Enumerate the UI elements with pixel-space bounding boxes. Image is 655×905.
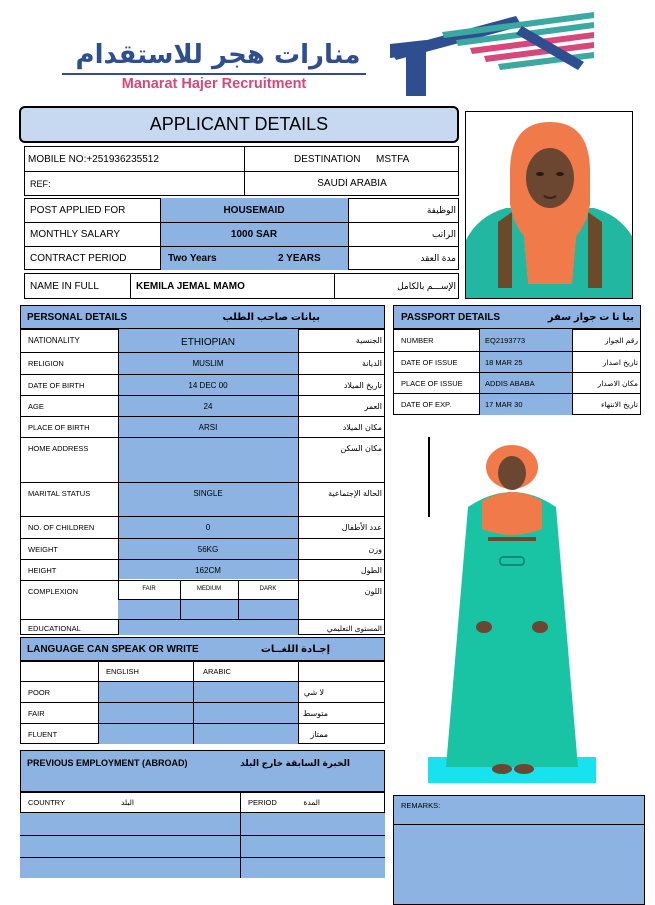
passport-value-expiry: 17 MAR 30 (485, 400, 523, 409)
personal-value-age: 24 (203, 401, 213, 411)
passport-value-issue-date: 18 MAR 25 (485, 357, 523, 367)
post-value: HOUSEMAID (223, 205, 285, 216)
logo-divider (62, 73, 366, 75)
personal-ar-religion: الديانة (361, 359, 382, 368)
employment-period-arabic-label: المدة (303, 798, 320, 807)
employment-country-arabic-label: البلد (120, 798, 134, 807)
personal-value-place-of-birth: ARSI (198, 422, 218, 432)
passport-label-number: NUMBER (401, 336, 434, 345)
destination-label: DESTINATION (294, 153, 361, 165)
passport-ar-expiry: تاريخ الانتهاء (601, 400, 638, 409)
complexion-label: COMPLEXION (28, 586, 79, 596)
post-arabic-label: الوظيفة (426, 205, 456, 215)
personal-value-weight: 56KG (197, 544, 219, 554)
personal-ar-weight: وزن (368, 544, 382, 554)
employment-title: PREVIOUS EMPLOYMENT (ABROAD) (27, 758, 188, 768)
personal-label-height: HEIGHT (28, 565, 57, 575)
house-logo-icon (386, 10, 600, 96)
personal-label-dob: DATE OF BIRTH (28, 380, 85, 390)
mobile-number: MOBILE NO:+251936235512 (28, 153, 159, 165)
personal-value-nationality: ETHIOPIAN (181, 336, 235, 348)
personal-ar-children: عدد الأطفال (341, 523, 382, 532)
passport-ar-issue-date: تاريخ اصدار (602, 357, 638, 367)
salary-value: 1000 SAR (230, 229, 278, 240)
employment-arabic-title: الخبرة السابقة خارج البلد (240, 757, 350, 768)
page-title: APPLICANT DETAILS (19, 106, 459, 143)
language-col-english: ENGLISH (106, 667, 139, 676)
passport-label-issue-date: DATE OF ISSUE (401, 357, 458, 367)
complexion-medium: MEDIUM (196, 586, 222, 592)
passport-value-number: EQ2193773 (485, 336, 526, 345)
language-ar-fair: متوسط (302, 708, 328, 718)
personal-label-age: AGE (28, 401, 44, 411)
salary-arabic-label: الراتب (431, 229, 456, 239)
personal-details-title: PERSONAL DETAILS (27, 311, 128, 323)
language-label-fluent: FLUENT (28, 729, 58, 739)
destination-code: MSTFA (376, 153, 410, 165)
passport-ar-number: رقم الجواز (604, 336, 638, 345)
personal-ar-height: الطول (360, 565, 382, 575)
personal-value-marital-status: SINGLE (193, 488, 223, 498)
personal-label-marital-status: MARITAL STATUS (28, 488, 91, 498)
language-label-poor: POOR (28, 687, 51, 697)
personal-label-home-address: HOME ADDRESS (28, 443, 89, 453)
personal-label-children: NO. OF CHILDREN (28, 523, 95, 532)
personal-ar-age: العمر (364, 401, 382, 411)
applicant-full-body-photo (428, 437, 596, 783)
passport-label-issue-place: PLACE OF ISSUE (401, 378, 463, 388)
company-arabic-name: منارات هجر للاستقدام (75, 40, 361, 70)
personal-value-children: 0 (205, 523, 211, 532)
educational-arabic-label: المستوى التعليمي (326, 623, 382, 633)
passport-details-arabic-title: بيا نا ت جواز سفر (547, 311, 634, 323)
employment-period-label: PERIOD (248, 798, 277, 807)
ref-label: REF: (30, 178, 51, 189)
applicant-headshot (465, 111, 633, 299)
personal-ar-home-address: مكان السكن (340, 443, 382, 453)
applicant-name: KEMILA JEMAL MAMO (136, 280, 245, 292)
personal-ar-place-of-birth: مكان الميلاد (342, 422, 382, 432)
personal-value-home-address (119, 438, 297, 482)
contract-arabic-label: مدة العقد (420, 253, 456, 263)
educational-label: EDUCATIONAL (28, 623, 81, 633)
passport-label-expiry: DATE OF EXP. (401, 400, 452, 409)
personal-ar-dob: تاريخ الميلاد (343, 380, 382, 390)
salary-label: MONTHLY SALARY (30, 229, 121, 240)
passport-value-issue-place: ADDIS ABABA (485, 378, 535, 388)
name-label: NAME IN FULL (30, 280, 99, 292)
personal-label-place-of-birth: PLACE OF BIRTH (28, 422, 90, 432)
passport-ar-issue-place: مكان الاصدار (597, 378, 638, 388)
company-english-name: Manarat Hajer Recruitment (121, 76, 307, 92)
personal-ar-nationality: الجنسية (355, 335, 382, 345)
personal-label-nationality: NATIONALITY (28, 335, 80, 345)
language-label-fair: FAIR (28, 708, 45, 718)
language-ar-poor: لا شي (303, 687, 324, 697)
personal-label-weight: WEIGHT (28, 544, 58, 554)
passport-details-title: PASSPORT DETAILS (401, 311, 501, 323)
complexion-arabic-label: اللون (364, 586, 382, 596)
personal-details-arabic-title: بيانات صاحب الطلب (222, 311, 320, 323)
language-title: LANGUAGE CAN SPEAK OR WRITE (27, 643, 199, 655)
post-label: POST APPLIED FOR (30, 205, 126, 216)
language-arabic-title: إجـادة اللغــات (260, 643, 330, 655)
language-ar-fluent: ممتاز (310, 729, 328, 739)
personal-label-religion: RELIGION (28, 359, 64, 368)
personal-value-dob: 14 DEC 00 (188, 380, 228, 390)
contract-value-years: 2 YEARS (278, 253, 321, 264)
personal-value-height: 162CM (195, 565, 221, 575)
personal-value-religion: MUSLIM (192, 359, 224, 368)
contract-label: CONTRACT PERIOD (30, 253, 127, 264)
contract-value-text: Two Years (168, 253, 217, 264)
name-arabic-label: الإســـم بالكامل (397, 280, 456, 291)
complexion-fair: FAIR (142, 586, 156, 592)
destination-country: SAUDI ARABIA (317, 178, 387, 189)
employment-country-label: COUNTRY (28, 798, 65, 807)
personal-ar-marital-status: الحالة الإجتماعية (328, 488, 382, 498)
complexion-dark: DARK (259, 586, 277, 592)
language-col-arabic: ARABIC (203, 667, 231, 676)
remarks-label: REMARKS: (401, 800, 441, 810)
